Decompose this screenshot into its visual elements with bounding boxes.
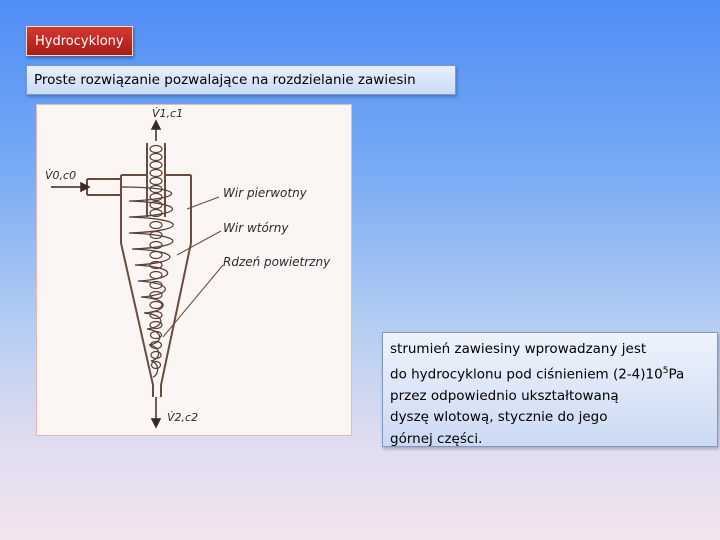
subtitle: Proste rozwiązanie pozwalające na rozdzielanie zawiesin [26, 65, 456, 95]
page-title: Hydrocyklony [26, 26, 133, 56]
callout-leaders [163, 197, 223, 337]
description-line: górnej części. [390, 430, 483, 447]
top-outlet-label: V̇1,c1 [152, 107, 184, 120]
inlet-nozzle [87, 179, 121, 195]
callout-air-core: Rdzeń powietrzny [223, 255, 331, 269]
description-box [382, 332, 718, 447]
bottom-outlet-label: V̇2,c2 [167, 411, 199, 424]
flow-arrows [51, 121, 160, 427]
description-line: przez odpowiednio ukształtowaną [390, 387, 619, 404]
inlet-label: V̇0,c0 [45, 169, 77, 182]
exponent: 5 [662, 365, 669, 376]
callout-primary-vortex: Wir pierwotny [223, 186, 307, 200]
description-line: do hydrocyklonu pod ciśnieniem $(2-4)10^5Pa$ [390, 365, 685, 382]
hydrocyclone-diagram [36, 104, 352, 436]
callout-secondary-vortex: Wir wtórny [223, 221, 289, 235]
secondary-vortex-spiral [150, 146, 162, 369]
description-line: strumień zawiesiny wprowadzany jest [390, 341, 647, 357]
description-line: dyszę wlotową, stycznie do jego [390, 409, 608, 425]
